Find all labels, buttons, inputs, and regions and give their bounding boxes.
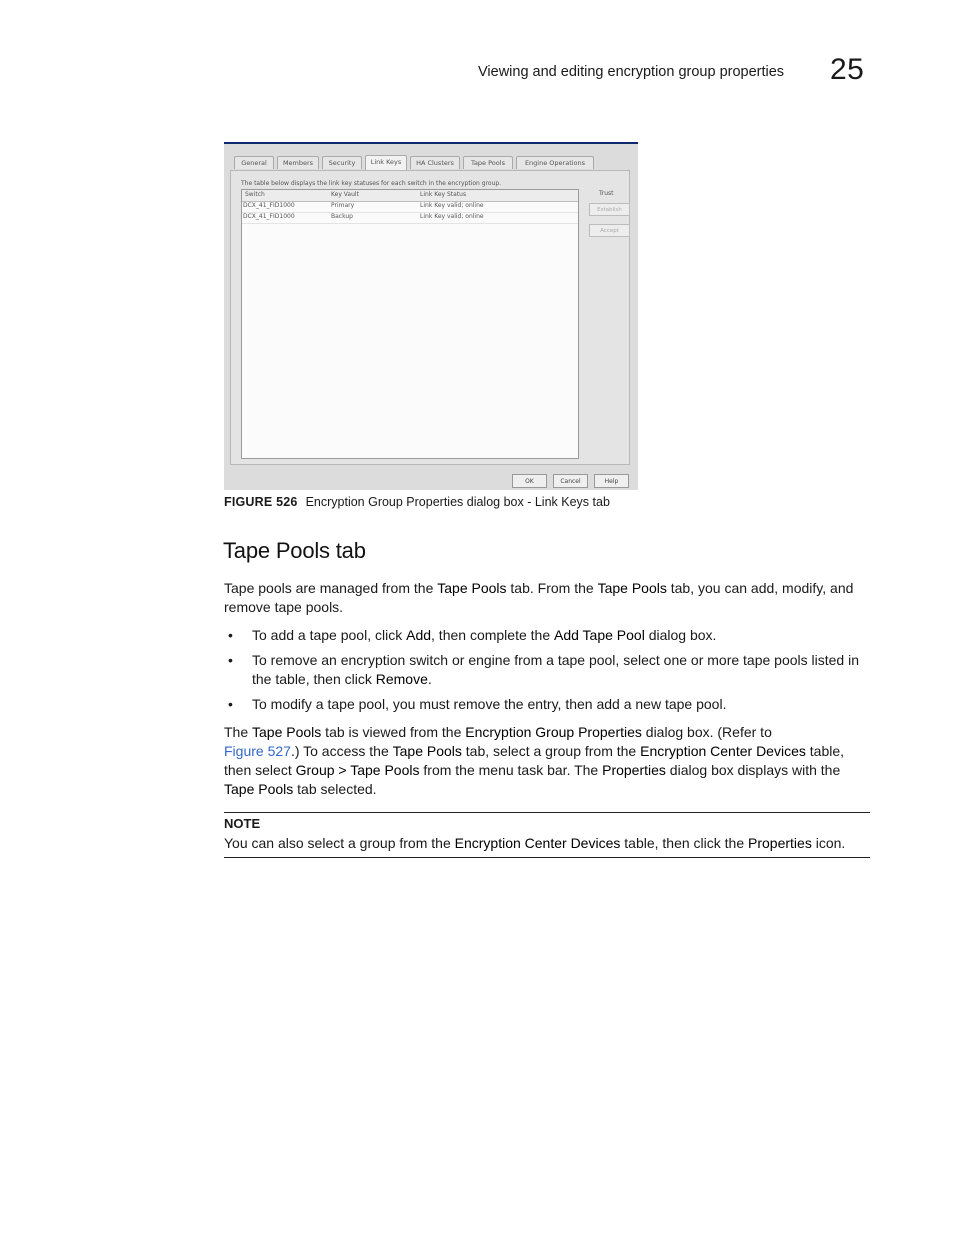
tab-engine-operations[interactable]: Engine Operations bbox=[516, 156, 594, 169]
text: Tape pools are managed from the bbox=[224, 580, 438, 596]
tab-general[interactable]: General bbox=[234, 156, 274, 169]
text: To modify a tape pool, you must remove the entry, then add a new tape pool. bbox=[252, 696, 727, 712]
ui-term: Add Tape Pool bbox=[554, 627, 645, 643]
text: dialog box. bbox=[644, 627, 717, 643]
cell-key-vault: Primary bbox=[331, 202, 355, 209]
text: icon. bbox=[811, 835, 846, 851]
cell-link-key-status: Link Key valid; online bbox=[420, 213, 484, 220]
establish-button[interactable]: Establish bbox=[589, 203, 630, 216]
link-keys-table[interactable] bbox=[241, 189, 579, 459]
column-header-link-key-status[interactable]: Link Key Status bbox=[420, 191, 467, 198]
figure-caption-text: Encryption Group Properties dialog box - Link Keys tab bbox=[305, 495, 610, 509]
tab-tape-pools[interactable]: Tape Pools bbox=[463, 156, 513, 169]
text: table, then click the bbox=[620, 835, 749, 851]
chapter-number: 25 bbox=[830, 53, 865, 86]
paragraph-intro bbox=[224, 579, 874, 617]
text: tab is viewed from the bbox=[321, 724, 466, 740]
figure-527-link[interactable]: Figure 527 bbox=[224, 743, 291, 759]
ui-term: Encryption Center Devices bbox=[454, 835, 621, 851]
text: tab. From the bbox=[506, 580, 598, 596]
figure-screenshot bbox=[224, 142, 638, 490]
text: tab selected. bbox=[293, 781, 377, 797]
ui-term: Encryption Group Properties bbox=[465, 724, 642, 740]
table-row[interactable] bbox=[242, 212, 578, 224]
help-button[interactable]: Help bbox=[594, 474, 629, 488]
paragraph-access bbox=[224, 723, 874, 799]
text: The bbox=[224, 724, 253, 740]
bullet-icon: • bbox=[228, 652, 233, 668]
ui-term: Tape Pools bbox=[224, 781, 294, 797]
ui-term: Properties bbox=[602, 762, 666, 778]
text: . bbox=[427, 671, 432, 687]
text: from the menu task bar. The bbox=[419, 762, 603, 778]
link-keys-panel bbox=[230, 170, 630, 465]
note-bottom-rule bbox=[224, 857, 870, 858]
cell-switch: DCX_41_FID1000 bbox=[243, 213, 295, 220]
tab-security[interactable]: Security bbox=[322, 156, 362, 169]
ui-term: Tape Pools bbox=[597, 580, 667, 596]
bullet-icon: • bbox=[228, 696, 233, 712]
ui-term: Properties bbox=[748, 835, 812, 851]
bullet-icon: • bbox=[228, 627, 233, 643]
text: dialog box displays with the bbox=[665, 762, 841, 778]
ui-term: Add bbox=[406, 627, 432, 643]
cell-link-key-status: Link Key valid; online bbox=[420, 202, 484, 209]
ui-term: Tape Pools bbox=[392, 743, 462, 759]
running-header-title: Viewing and editing encryption group properties bbox=[478, 64, 785, 80]
text: To remove an encryption switch or engine from a tape pool, select one or more tape pools listed in the table, then click bbox=[252, 652, 859, 687]
ui-term: Encryption Center Devices bbox=[640, 743, 806, 759]
section-heading: Tape Pools tab bbox=[223, 538, 366, 563]
ok-button[interactable]: OK bbox=[512, 474, 547, 488]
column-header-switch[interactable]: Switch bbox=[245, 191, 265, 198]
figure-caption bbox=[224, 495, 610, 509]
cell-switch: DCX_41_FID1000 bbox=[243, 202, 295, 209]
text: , then complete the bbox=[431, 627, 554, 643]
column-header-key-vault[interactable]: Key Vault bbox=[331, 191, 359, 198]
tab-members[interactable]: Members bbox=[277, 156, 319, 169]
panel-description: The table below displays the link key statuses for each switch in the encryption group. bbox=[241, 180, 502, 187]
tab-ha-clusters[interactable]: HA Clusters bbox=[410, 156, 460, 169]
cancel-button[interactable]: Cancel bbox=[553, 474, 588, 488]
text: table, then select bbox=[224, 743, 845, 778]
tab-link-keys[interactable]: Link Keys bbox=[365, 155, 407, 170]
note-text bbox=[224, 834, 884, 853]
ui-term: Tape Pools bbox=[437, 580, 507, 596]
note-label: NOTE bbox=[224, 816, 261, 831]
figure-caption-label: FIGURE 526 bbox=[224, 495, 298, 509]
note-top-rule bbox=[224, 812, 870, 813]
text: dialog box. (Refer to bbox=[641, 724, 772, 740]
ui-term: Group > Tape Pools bbox=[295, 762, 420, 778]
ui-term: Remove bbox=[375, 671, 428, 687]
text: tab, you can add, modify, and remove tape pools. bbox=[224, 580, 854, 615]
text: To add a tape pool, click bbox=[252, 627, 407, 643]
text: .) To access the bbox=[290, 743, 393, 759]
text: You can also select a group from the bbox=[224, 835, 455, 851]
cell-key-vault: Backup bbox=[331, 213, 353, 220]
text: tab, select a group from the bbox=[461, 743, 641, 759]
trust-label: Trust bbox=[599, 190, 614, 197]
ui-term: Tape Pools bbox=[252, 724, 322, 740]
accept-button[interactable]: Accept bbox=[589, 224, 630, 237]
